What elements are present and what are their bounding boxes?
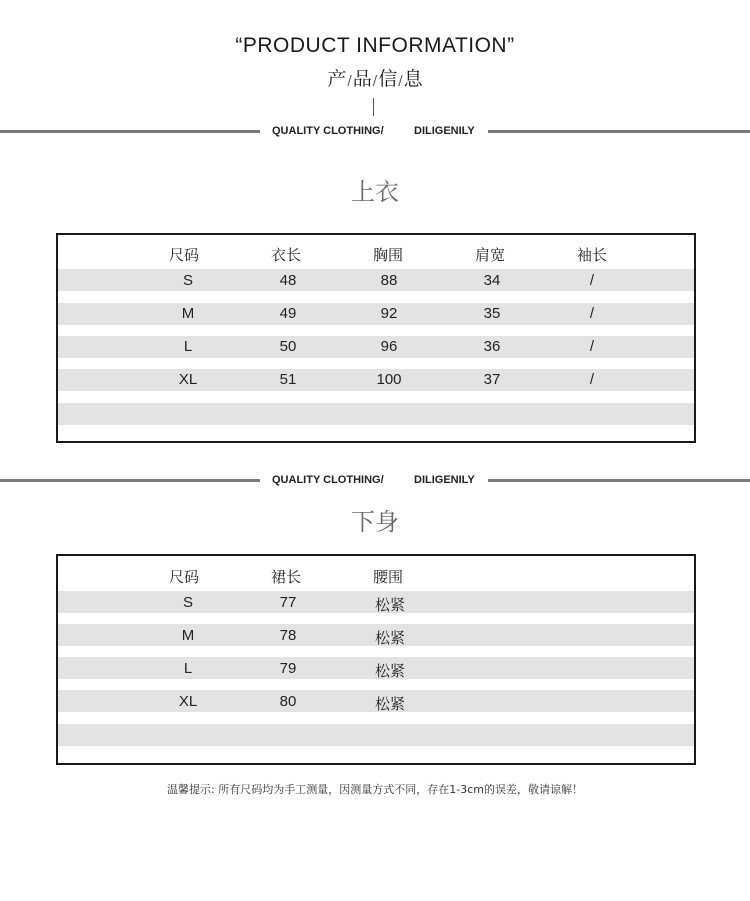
top-cell-shoulder: 37 [483,371,501,388]
bottom-cell-skirt-length: 78 [279,627,297,644]
measurement-note: 温馨提示: 所有尺码均为手工测量，因测量方式不同，存在1-3cm的误差，敬请谅解！ [167,783,583,796]
divider-label-quality: QUALITY CLOTHING/ [272,474,384,486]
title-cn-separator: / [398,74,403,89]
divider-rule-left [0,130,260,133]
top-cell-length: 50 [279,338,297,355]
top-cell-chest: 92 [380,305,398,322]
table-row-stripe-empty [58,403,694,425]
top-cell-shoulder: 34 [483,272,501,289]
top-col-header: 肩宽 [474,247,505,264]
top-cell-chest: 100 [376,371,402,388]
section-title-top: 上衣 [351,178,399,206]
top-cell-length: 51 [279,371,297,388]
top-cell-shoulder: 35 [483,305,501,322]
bottom-cell-waist: 松紧 [374,597,405,614]
divider-label-diligenily: DILIGENILY [414,125,475,137]
bottom-cell-waist: 松紧 [374,663,405,680]
top-col-header: 袖长 [576,247,607,264]
divider-label-diligenily: DILIGENILY [414,474,475,486]
top-cell-size: M [181,305,195,322]
title-cn-char: 产 [327,68,347,90]
divider-rule-right [488,479,750,482]
top-cell-size: S [182,272,193,289]
bottom-cell-skirt-length: 79 [279,660,297,677]
top-cell-chest: 96 [380,338,398,355]
title-cn-separator: / [347,74,352,89]
table-row-stripe-empty [58,724,694,746]
divider-rule-left [0,479,260,482]
top-cell-sleeve: / [589,272,595,289]
bottom-cell-waist: 松紧 [374,630,405,647]
page-title-cn [0,64,750,91]
top-col-header: 衣长 [270,247,301,264]
title-divider-line [373,98,374,116]
top-cell-sleeve: / [589,371,595,388]
title-cn-separator: / [372,74,378,89]
page-title-en: “PRODUCT INFORMATION” [235,34,515,57]
bottom-cell-size: L [183,660,193,677]
top-cell-size: L [183,338,193,355]
top-cell-chest: 88 [380,272,398,289]
bottom-cell-waist: 松紧 [374,696,405,713]
bottom-cell-skirt-length: 80 [279,693,297,710]
title-cn-char: 息 [403,68,423,90]
top-cell-shoulder: 36 [483,338,501,355]
section-title-bottom: 下身 [351,508,399,536]
top-cell-length: 49 [279,305,297,322]
top-col-header: 尺码 [168,247,199,264]
top-col-header: 胸围 [372,247,403,264]
title-cn-char: 信 [378,68,398,90]
bottom-cell-size: M [181,627,195,644]
bottom-cell-skirt-length: 77 [279,594,297,611]
divider-label-quality: QUALITY CLOTHING/ [272,125,384,137]
top-cell-length: 48 [279,272,297,289]
bottom-cell-size: XL [178,693,198,710]
bottom-col-header: 裙长 [270,569,301,586]
title-cn-char: 品 [352,68,372,90]
bottom-col-header: 尺码 [168,569,199,586]
top-cell-sleeve: / [589,338,595,355]
bottom-col-header: 腰围 [372,569,403,586]
bottom-cell-size: S [182,594,193,611]
top-cell-size: XL [178,371,198,388]
divider-rule-right [488,130,750,133]
top-cell-sleeve: / [589,305,595,322]
